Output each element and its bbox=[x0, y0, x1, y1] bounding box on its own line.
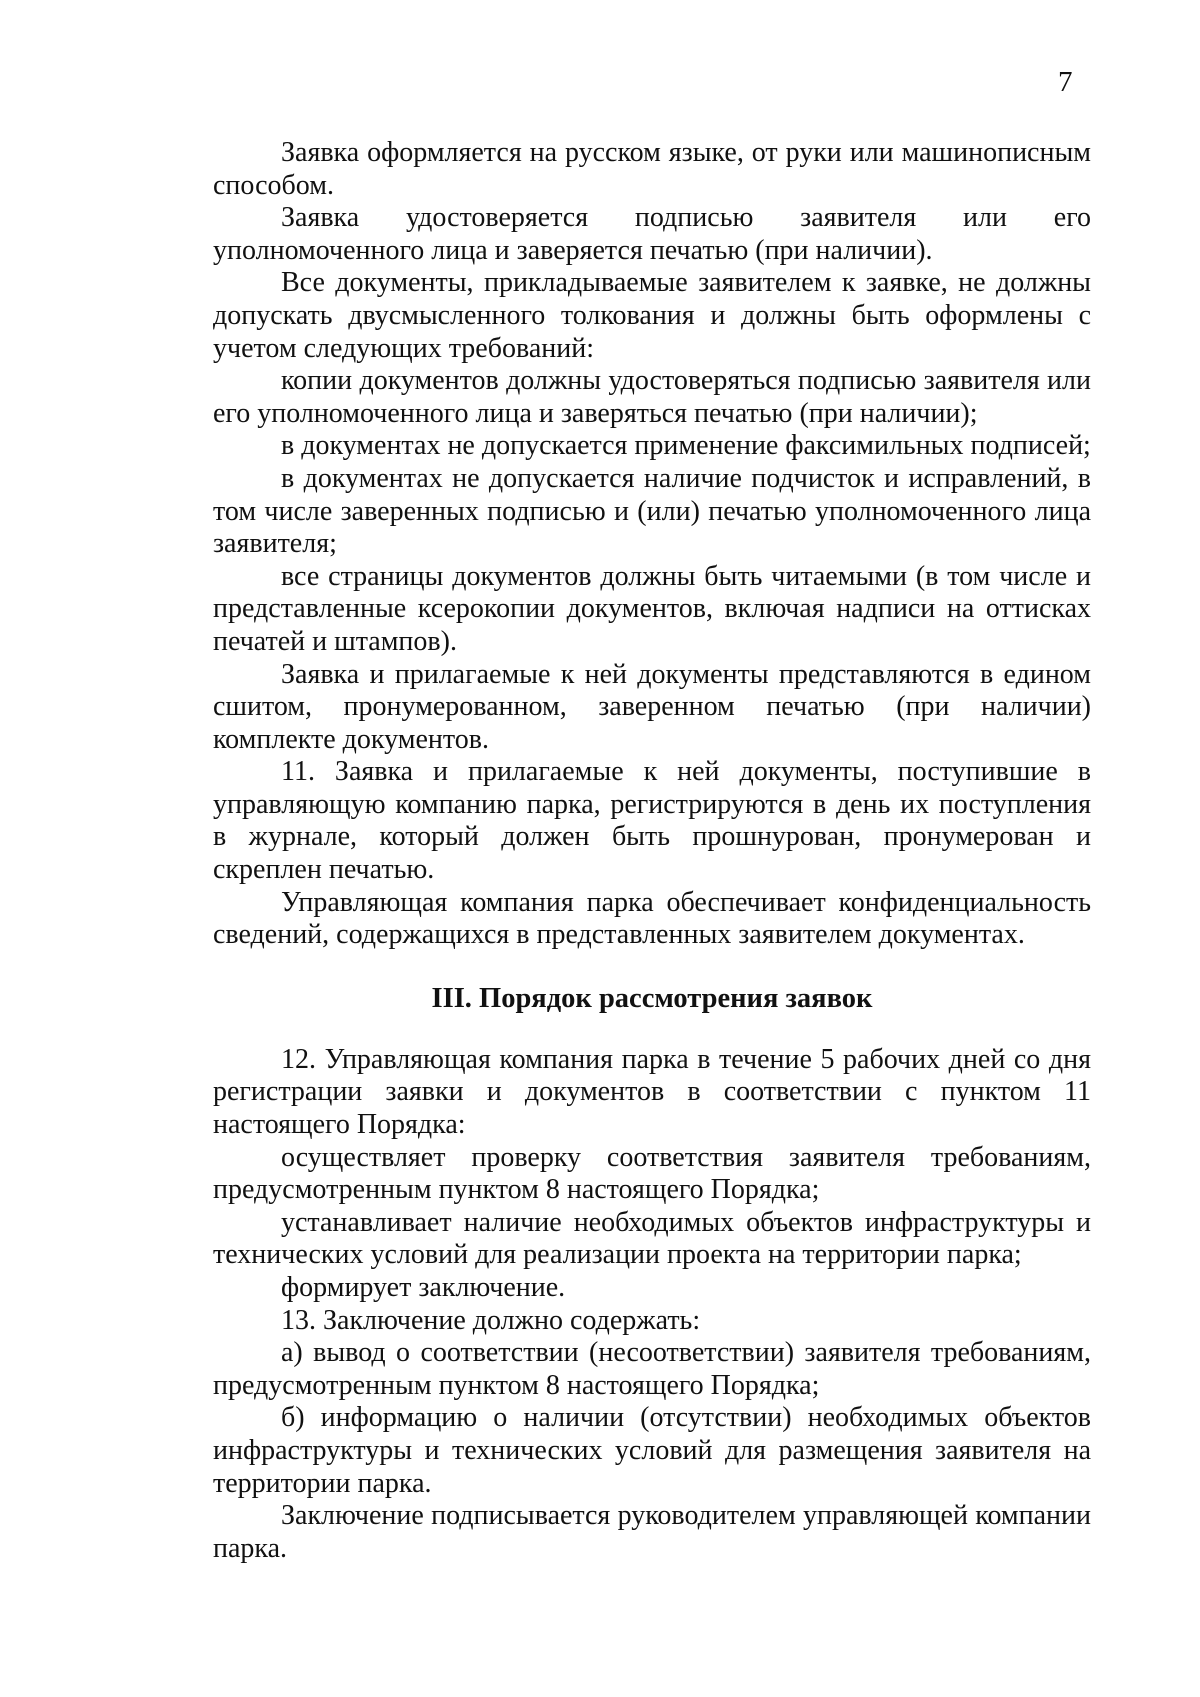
paragraph-item-12: 12. Управляющая компания парка в течение 5 рабочих дней со дня регистрации заявки и документов в соответствии с пунктом 11 настоящего Порядка: bbox=[213, 1043, 1091, 1141]
document-body bbox=[213, 137, 1091, 1565]
item-12-check: осуществляет проверку соответствия заявителя требованиям, предусмотренным пунктом 8 настоящего Порядка; bbox=[213, 1141, 1091, 1206]
item-12-conclusion: формирует заключение. bbox=[281, 1272, 566, 1303]
requirement-facsimile: в документах не допускается применение факсимильных подписей; bbox=[281, 430, 1091, 462]
page-number: 7 bbox=[1058, 66, 1073, 98]
paragraph-item-13: 13. Заключение должно содержать: bbox=[281, 1304, 701, 1336]
requirement-corrections: в документах не допускается наличие подчисток и исправлений, в том числе заверенных подписью и (или) печатью уполномоченного лица заявителя; bbox=[213, 462, 1091, 560]
item-13-a: а) вывод о соответствии (несоответствии) заявителя требованиям, предусмотренным пунктом 8 настоящего Порядка; bbox=[213, 1337, 1091, 1401]
paragraph-signed-by: Заключение подписывается руководителем управляющей компании парка. bbox=[213, 1500, 1091, 1564]
requirement-copies: копии документов должны удостоверяться подписью заявителя или его уполномоченного лица и заверяться печатью (при наличии); bbox=[213, 365, 1091, 429]
item-12-infrastructure: устанавливает наличие необходимых объектов инфраструктуры и технических условий для реализации проекта на территории парка; bbox=[213, 1206, 1091, 1271]
paragraph-item-11: 11. Заявка и прилагаемые к ней документы, поступившие в управляющую компанию парка, регистрируются в день их поступления в журнале, который должен быть прошнурован, пронумерован и скреплен печатью. bbox=[213, 756, 1091, 886]
section-heading: III. Порядок рассмотрения заявок bbox=[431, 982, 873, 1014]
requirement-readable: все страницы документов должны быть читаемыми (в том числе и представленные ксерокопии документов, включая надписи на оттисках печатей и штампов). bbox=[213, 560, 1091, 657]
paragraph-bound-set: Заявка и прилагаемые к ней документы представляются в едином сшитом, пронумерованном, заверенном печатью (при наличии) комплекте документов. bbox=[213, 658, 1091, 755]
item-13-b: б) информацию о наличии (отсутствии) необходимых объектов инфраструктуры и технических условий для размещения заявителя на территории парка. bbox=[213, 1402, 1091, 1499]
paragraph-confidentiality: Управляющая компания парка обеспечивает конфиденциальность сведений, содержащихся в представленных заявителем документах. bbox=[213, 886, 1091, 951]
paragraph-requirements-intro: Все документы, прикладываемые заявителем к заявке, не должны допускать двусмысленного толкования и должны быть оформлены с учетом следующих требований: bbox=[213, 267, 1091, 364]
paragraph-language: Заявка оформляется на русском языке, от руки или машинописным способом. bbox=[213, 137, 1091, 201]
paragraph-signature: Заявка удостоверяется подписью заявителя или его уполномоченного лица и заверяется печатью (при наличии). bbox=[213, 202, 1091, 266]
